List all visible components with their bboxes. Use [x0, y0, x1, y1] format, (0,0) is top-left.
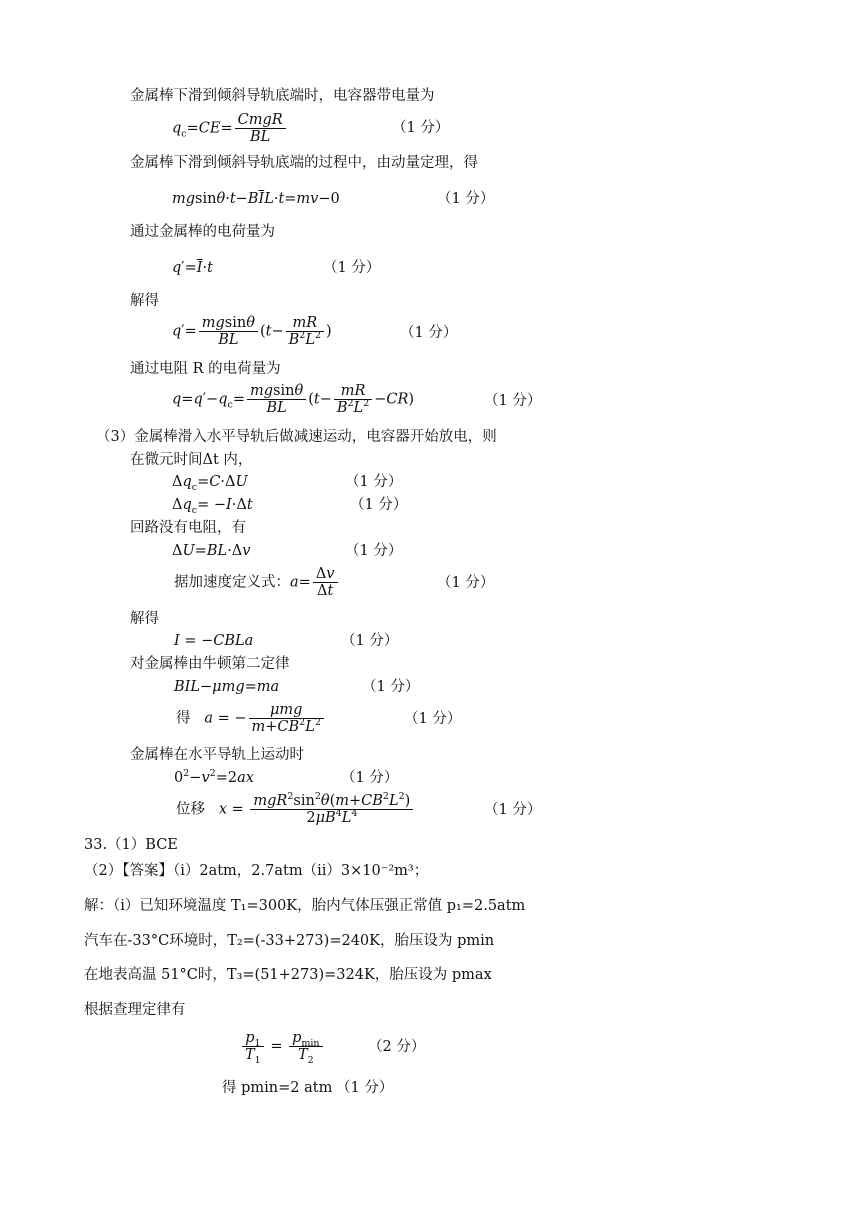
score-1: （1 分）	[392, 120, 450, 136]
score-11: （1 分）	[362, 679, 420, 695]
text-line-9: 据加速度定义式：	[174, 574, 290, 591]
equation-dqc-1: $\Delta q_c=C\cdot\Delta U$	[172, 474, 248, 493]
score-8: （1 分）	[345, 543, 403, 559]
equation-charles: $\frac{p_1}{T_1}$ = $\frac{p_{min}}{T_2}$	[240, 1030, 325, 1063]
text-line-13: 金属棒在水平导轨上运动时	[130, 747, 304, 763]
equation-q-prime: $q'=\overline{I}\cdot t$	[172, 260, 213, 276]
text-line-14: 位移	[176, 801, 205, 818]
score-7: （1 分）	[350, 497, 408, 513]
equation-du: ΔU=BL·Δv	[172, 543, 251, 559]
score-14: （1 分）	[484, 802, 542, 818]
text-line-15: 33.（1）BCE	[84, 837, 178, 853]
text-line-2: 金属棒下滑到倾斜导轨底端的过程中，由动量定理，得	[130, 155, 478, 171]
text-line-19: 在地表高温 51°C时，T₃=(51+273)=324K，胎压设为 pmax	[84, 967, 492, 983]
text-line-18: 汽车在-33°C环境时，T₂=(-33+273)=240K，胎压设为 pmin	[84, 933, 495, 949]
text-line-20: 根据查理定律有	[84, 1002, 186, 1018]
text-line-6: （3）金属棒滑入水平导轨后做减速运动，电容器开始放电，则	[96, 429, 497, 445]
score-4: （1 分）	[400, 325, 458, 341]
score-9: （1 分）	[437, 575, 495, 591]
score-13: （1 分）	[341, 770, 399, 786]
text-line-16: （2）【答案】（i）2atm，2.7atm（ii）3×10⁻²m³；	[84, 863, 429, 879]
text-line-1: 金属棒下滑到倾斜导轨底端时，电容器带电量为	[130, 88, 435, 104]
equation-q-prime-solved: q′= $\frac{mgsin\theta}{BL}$ (t− $\frac{mR}{B^2L^2}$ )	[172, 315, 332, 348]
equation-newton: BIL−μmg=ma	[174, 679, 280, 695]
equation-momentum: $mgsin\theta\cdot t-B\overline{I}L\cdot t=mv-0$	[172, 191, 340, 207]
equation-kinematics: $0^2-v^2=2ax$	[174, 768, 254, 786]
score-2: （1 分）	[437, 191, 495, 207]
score-6: （1 分）	[345, 474, 403, 490]
text-line-12: 得	[176, 710, 191, 727]
text-line-3: 通过金属棒的电荷量为	[130, 224, 275, 240]
text-line-5: 通过电阻 R 的电荷量为	[130, 361, 281, 377]
score-3: （1 分）	[323, 260, 381, 276]
text-line-21: 得 pmin=2 atm	[222, 1080, 333, 1096]
score-10: （1 分）	[341, 633, 399, 649]
text-line-10: 解得	[130, 611, 159, 627]
equation-displacement: 位移 x = $\frac{mgR^2\sin^2\theta(m+CB^2L^2)}{2\mu B^4L^4}$	[176, 793, 415, 826]
text-line-8: 回路没有电阻，有	[130, 520, 246, 536]
text-line-4: 解得	[130, 293, 159, 309]
equation-current: I = −CBLa	[174, 633, 254, 649]
equation-accel: 得 a = − $\frac{\text{μmg}}{m+CB^2L^2}$	[176, 702, 326, 735]
score-15: （2 分）	[368, 1039, 426, 1055]
score-12: （1 分）	[404, 711, 462, 727]
equation-qc: $q_c=CE=$ $\frac{\text{CmgR}}{BL}$	[172, 112, 288, 145]
equation-dqc-2: $\Delta q_c= -I\cdot\Delta t$	[172, 497, 253, 516]
score-16: （1 分）	[336, 1080, 394, 1096]
score-5: （1 分）	[484, 393, 542, 409]
equation-q-resistor: $q=q'-q_c=$ $\frac{mgsin\theta}{BL}$ (t− $\frac{mR}{B^2L^2}$ −CR)	[172, 383, 415, 416]
text-line-17: 解：（i）已知环境温度 T₁=300K，胎内气体压强正常值 p₁=2.5atm	[84, 898, 526, 914]
equation-accel-def: 据加速度定义式：a= $\frac{\Delta v}{\Delta t}$	[174, 566, 340, 599]
text-line-11: 对金属棒由牛顿第二定律	[130, 656, 290, 672]
text-line-7: 在微元时间Δt 内，	[130, 452, 253, 468]
